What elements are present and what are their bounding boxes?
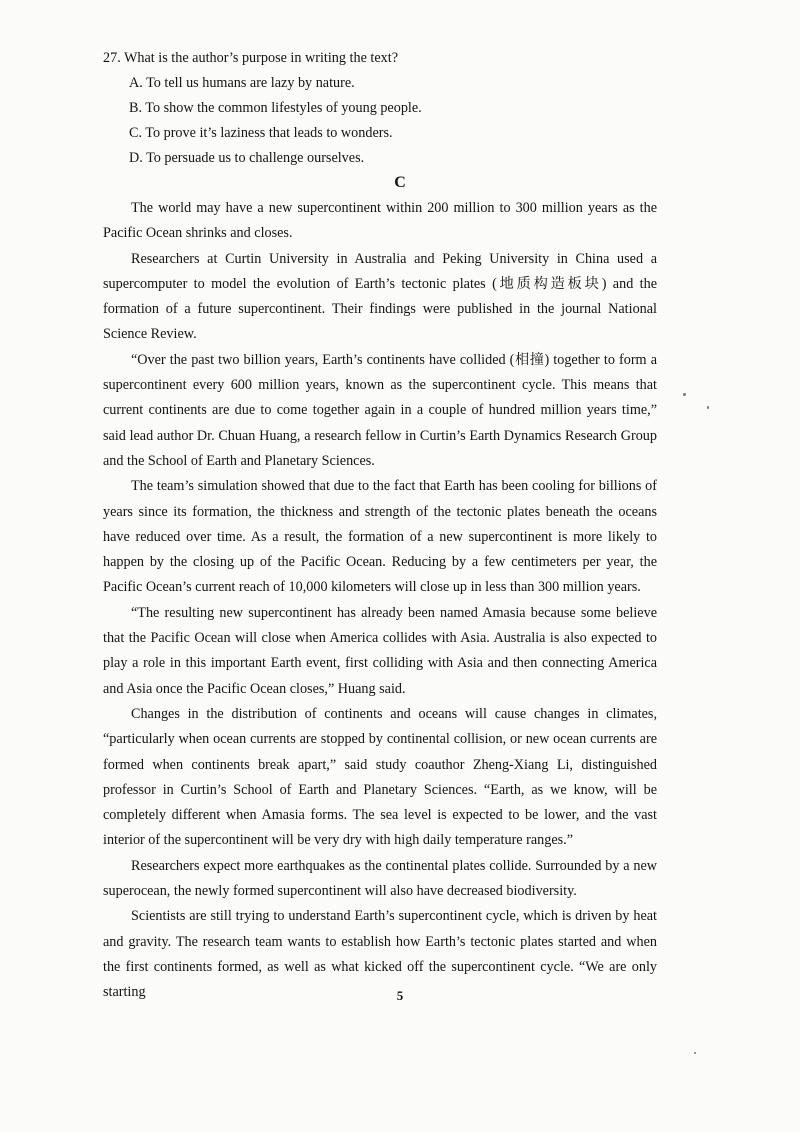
option-b: B. To show the common lifestyles of young people.: [129, 100, 422, 116]
scan-speck: [694, 1052, 696, 1054]
paragraph-1: The world may have a new supercontinent within 200 million to 300 million years as the Pacific Ocean shrinks and closes.: [103, 200, 657, 242]
section-heading: C: [394, 174, 406, 191]
paragraph-4: The team’s simulation showed that due to the fact that Earth has been cooling for billions of years since its formation, the thickness and strength of the tectonic plates beneath the oceans have reduced over time. As a result, the formation of a new supercontinent is more likely to happen by the closing up of the Pacific Ocean. Reducing by a few centimeters per year, the Pacific Ocean’s current reach of 10,000 kilometers will close up in less than 300 million years.: [103, 478, 657, 596]
reading-passage: [103, 196, 657, 1006]
paragraph-6: Changes in the distribution of continents and oceans will cause changes in climates, “particularly when ocean currents are stopped by continental collision, or new ocean currents are formed when continents break apart,” said study coauthor Zheng-Xiang Li, distinguished professor in Curtin’s School of Earth and Planetary Sciences. “Earth, as we know, will be completely different when Amasia forms. The sea level is expected to be lower, and the vast interior of the supercontinent will be very dry with high daily temperature ranges.”: [103, 705, 657, 849]
paragraph-5: “The resulting new supercontinent has already been named Amasia because some believe that the Pacific Ocean will close when America collides with Asia. Australia is also expected to play a role in this important Earth event, first colliding with Asia and then connecting America and Asia once the Pacific Ocean closes,” Huang said.: [103, 604, 657, 697]
scan-speck: [683, 393, 686, 396]
option-a: A. To tell us humans are lazy by nature.: [129, 75, 355, 91]
paragraph-2: Researchers at Curtin University in Australia and Peking University in China used a supercomputer to model the evolution of Earth’s tectonic plates (地质构造板块) and the formation of a future supercontinent. Their findings were published in the journal National Science Review.: [103, 250, 657, 343]
question-27: [103, 46, 663, 171]
paragraph-3: “Over the past two billion years, Earth’s continents have collided (相撞) together to form a supercontinent every 600 million years, known as the supercontinent cycle. This means that current continents are due to come together again in a couple of hundred million years time,” said lead author Dr. Chuan Huang, a research fellow in Curtin’s Earth Dynamics Research Group and the School of Earth and Planetary Sciences.: [103, 351, 657, 469]
page-number: 5: [396, 988, 404, 1003]
paragraph-7: Researchers expect more earthquakes as the continental plates collide. Surrounded by a new superocean, the newly formed supercontinent will also have decreased biodiversity.: [103, 857, 657, 900]
option-c: C. To prove it’s laziness that leads to wonders.: [129, 125, 393, 141]
option-d: D. To persuade us to challenge ourselves.: [129, 150, 365, 166]
scan-speck: [707, 406, 709, 409]
paragraph-8: Scientists are still trying to understand Earth’s supercontinent cycle, which is driven by heat and gravity. The research team wants to establish how Earth’s tectonic plates started and when the first continents formed, as well as what kicked off the supercontinent cycle. “We are only starting: [103, 908, 657, 1001]
question-stem: 27. What is the author’s purpose in writing the text?: [103, 50, 398, 66]
